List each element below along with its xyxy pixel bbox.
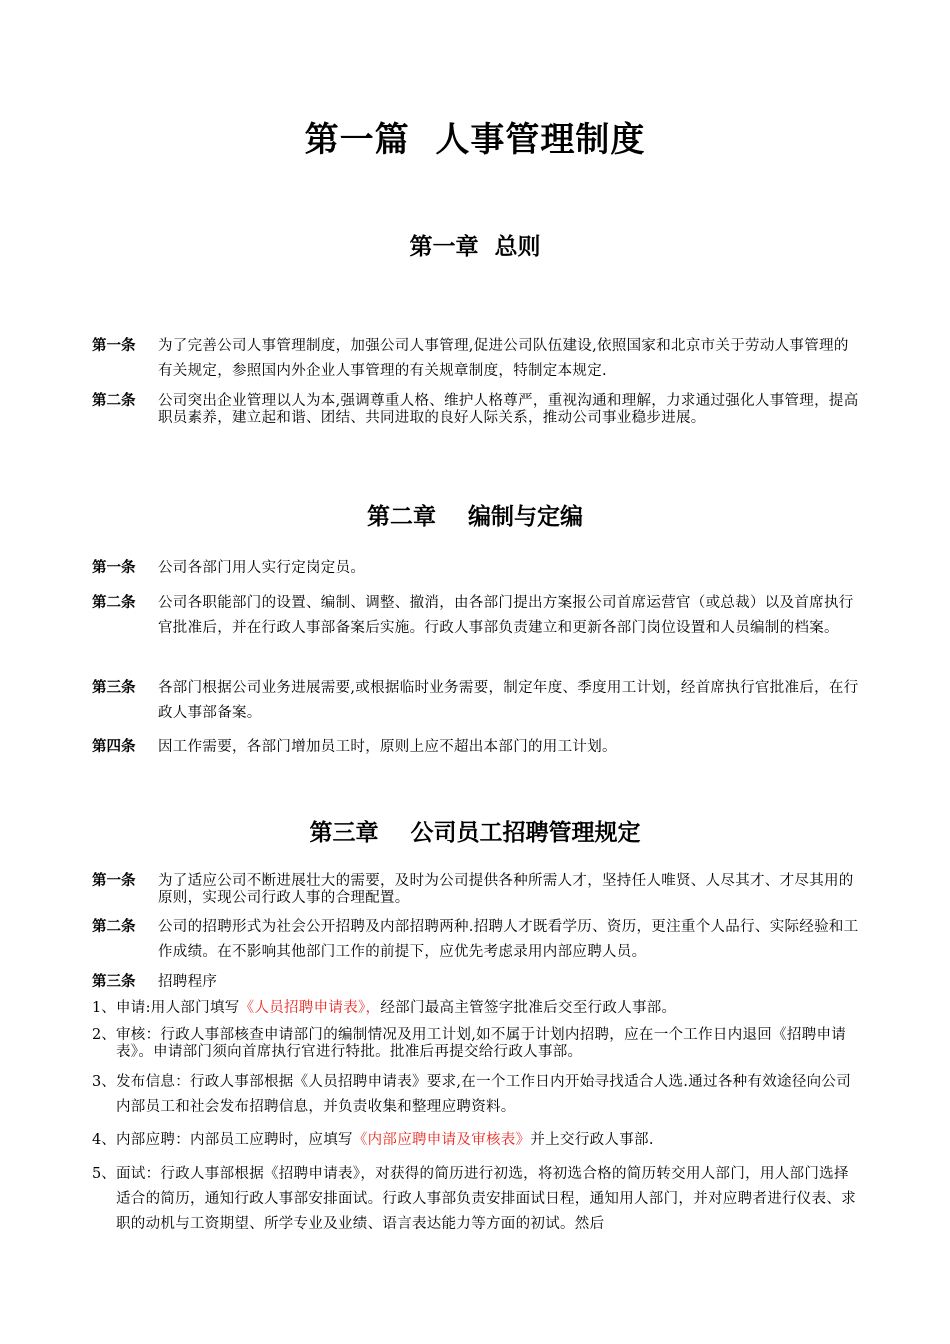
step-text (116, 1128, 862, 1153)
procedure-step (92, 996, 862, 1021)
article-text: 公司各部门用人实行定岗定员。 (158, 560, 366, 576)
procedure-step (92, 1070, 862, 1120)
step-number: 5、 (92, 1166, 116, 1182)
step-text (116, 1070, 862, 1120)
step-number: 1、 (92, 1000, 116, 1016)
procedure-step (92, 1027, 862, 1061)
article (92, 970, 862, 995)
step-text (116, 1162, 862, 1237)
article-text: 公司的招聘形式为社会公开招聘及内部招聘两种.招聘人才既看学历、资历，更注重个人品行、实际经验和工作成绩。在不影响其他部门工作的前提下，应优先考虑录用内部应聘人员。 (158, 919, 859, 960)
step-text-plain: 面试：行政人事部根据《招聘申请表》，对获得的简历进行初选，将初选合格的简历转交用人部门，用人部门选择适合的简历，通知行政人事部安排面试。行政人事部负责安排面试日程，通知用人部门，并对应聘者进行仪表、求职的动机与工资期望、所学专业及业绩、语言表达能力等方面的初试。然后 (116, 1166, 856, 1232)
article-text: 招聘程序 (158, 974, 218, 990)
article (92, 676, 862, 726)
article-text: 为了完善公司人事管理制度，加强公司人事管理,促进公司队伍建设,依照国家和北京市关于劳动人事管理的有关规定，参照国内外企业人事管理的有关规章制度，特制定本规定. (158, 338, 849, 379)
article (92, 735, 862, 760)
article-text: 公司各职能部门的设置、编制、调整、撤消，由各部门提出方案报公司首席运营官（或总裁）以及首席执行官批准后，并在行政人事部备案后实施。行政人事部负责建立和更新各部门岗位设置和人员编制的档案。 (158, 595, 854, 636)
article-label: 第二条 (92, 595, 136, 611)
step-text-plain: 发布信息：行政人事部根据《人员招聘申请表》要求,在一个工作日内开始寻找适合人选.通过各种有效途径向公司内部员工和社会发布招聘信息，并负责收集和整理应聘资料。 (116, 1074, 852, 1115)
procedure-step (92, 1162, 862, 1237)
article (92, 393, 862, 427)
chapter-title: 第三章 公司员工招聘管理规定 (309, 820, 641, 846)
article-label: 第二条 (92, 393, 136, 409)
step-text-plain: 申请:用人部门填写 (116, 1000, 240, 1016)
article-text: 因工作需要，各部门增加员工时，原则上应不超出本部门的用工计划。 (158, 739, 617, 755)
article-label: 第一条 (92, 560, 136, 576)
step-text-plain: 内部应聘：内部员工应聘时，应填写 (116, 1132, 353, 1148)
article (92, 334, 862, 384)
chapter-title: 第二章 编制与定编 (366, 504, 584, 530)
procedure-step (92, 1128, 862, 1153)
article-label: 第三条 (92, 680, 136, 696)
article-label: 第一条 (92, 873, 136, 889)
article-text: 为了适应公司不断进展壮大的需要，及时为公司提供各种所需人才，坚持任人唯贤、人尽其才、才尽其用的原则，实现公司行政人事的合理配置。 (158, 873, 854, 906)
step-text (116, 1027, 862, 1061)
article (92, 591, 862, 641)
step-number: 2、 (92, 1027, 116, 1043)
form-name-highlight: 《人员招聘申请表》， (239, 1000, 381, 1016)
step-text (116, 996, 862, 1021)
article (92, 915, 862, 965)
step-number: 3、 (92, 1074, 116, 1090)
article-label: 第三条 (92, 974, 136, 990)
article (92, 556, 862, 581)
step-text-plain: 经部门最高主管签字批准后交至行政人事部。 (380, 1000, 677, 1016)
part-title: 第一篇 人事管理制度 (304, 120, 646, 160)
step-number: 4、 (92, 1132, 116, 1148)
article-label: 第四条 (92, 739, 136, 755)
step-text-plain: 审核：行政人事部核查申请部门的编制情况及用工计划,如不属于计划内招聘，应在一个工作日内退回《招聘申请表》。申请部门须向首席执行官进行特批。批准后再提交给行政人事部。 (116, 1027, 847, 1060)
form-name-highlight: 《内部应聘申请及审核表》 (352, 1132, 531, 1148)
article-text: 公司突出企业管理以人为本,强调尊重人格、维护人格尊严，重视沟通和理解，力求通过强化人事管理，提高职员素养，建立起和谐、团结、共同进取的良好人际关系，推动公司事业稳步进展。 (158, 393, 859, 426)
step-text-plain: 并上交行政人事部. (530, 1132, 654, 1148)
article (92, 873, 862, 907)
article-label: 第二条 (92, 919, 136, 935)
article-label: 第一条 (92, 338, 136, 354)
chapter-title: 第一章 总则 (409, 234, 541, 260)
article-text: 各部门根据公司业务进展需要,或根据临时业务需要，制定年度、季度用工计划，经首席执行官批准后，在行政人事部备案。 (158, 680, 859, 721)
